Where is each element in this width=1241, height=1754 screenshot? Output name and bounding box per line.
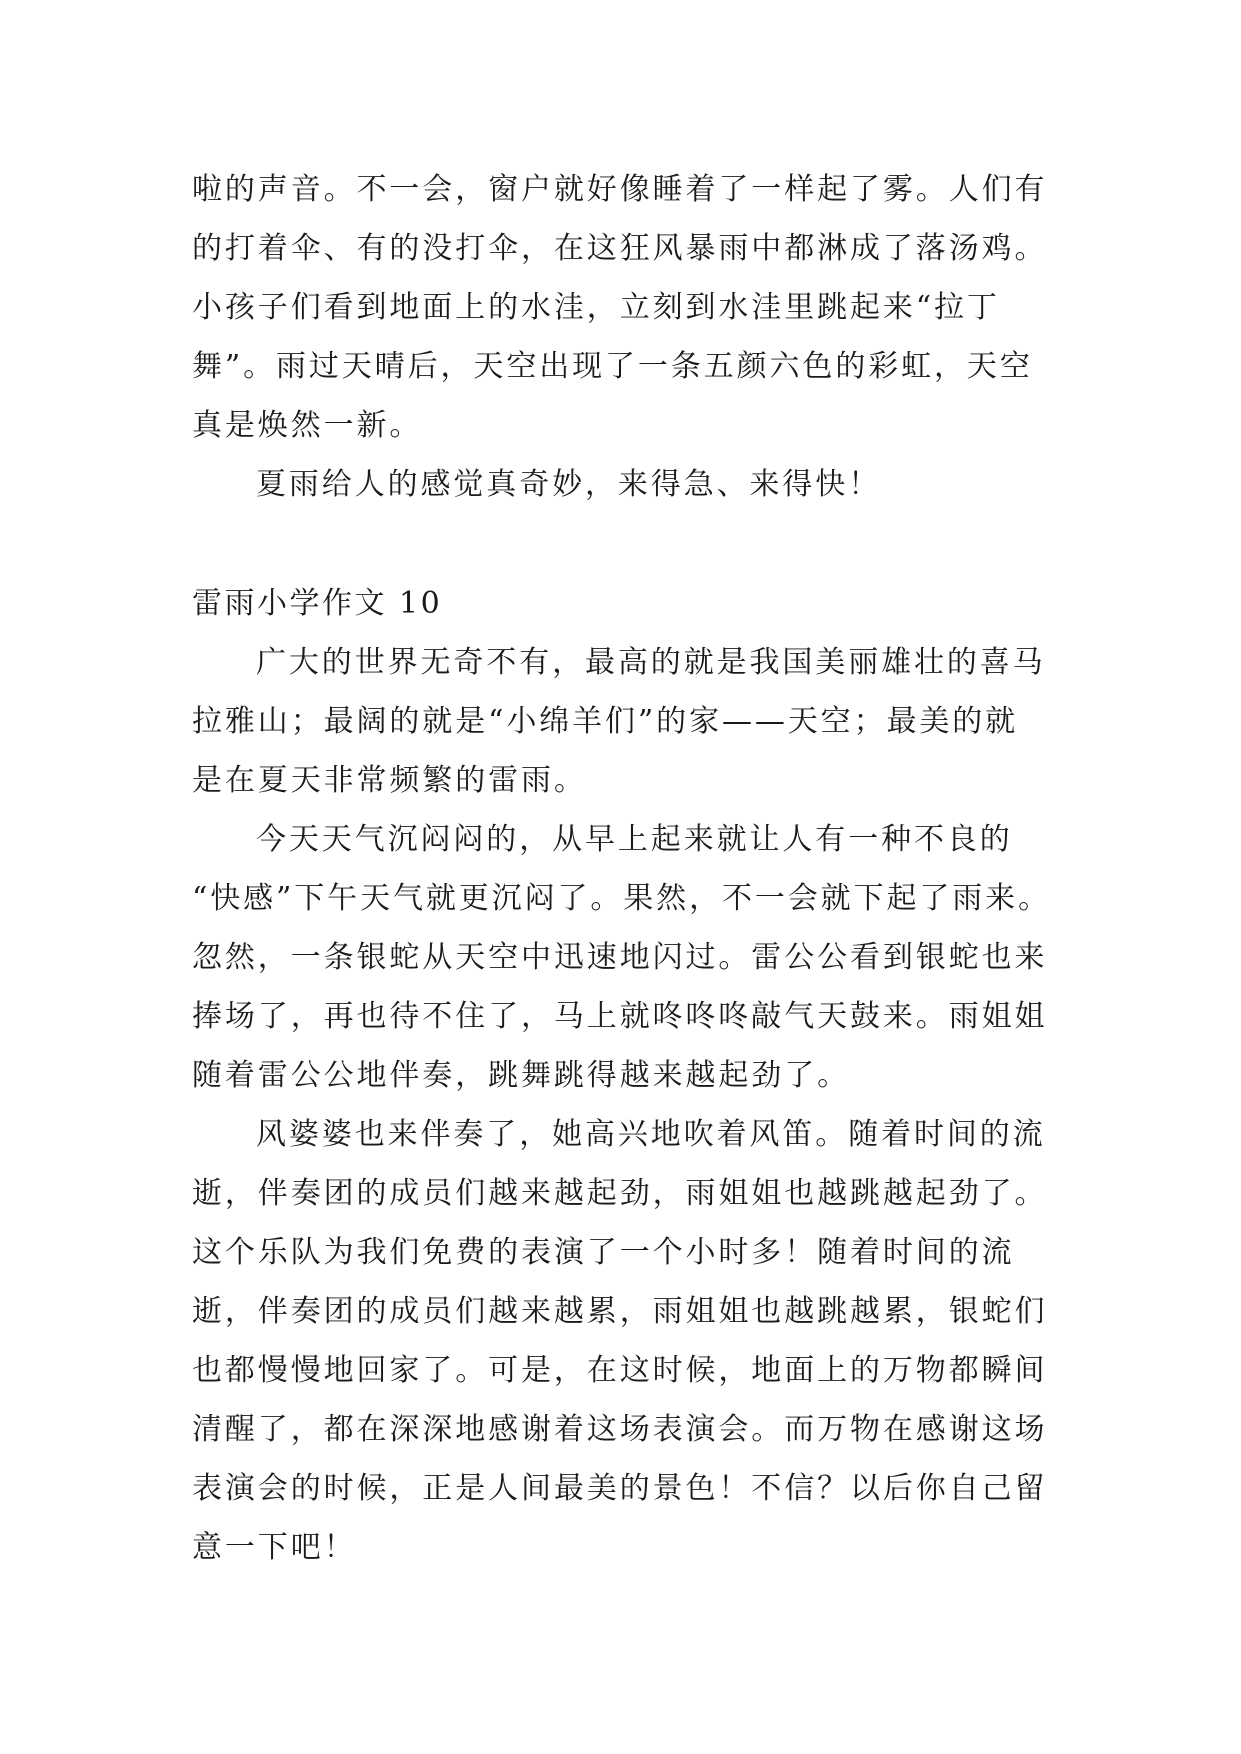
text-line: 捧场了，再也待不住了，马上就咚咚咚敲气天鼓来。雨姐姐 [192, 999, 1048, 1034]
paragraph-3 [192, 1105, 1072, 1577]
paragraph-1 [192, 633, 1072, 810]
text-line: 今天天气沉闷闷的，从早上起来就让人有一种不良的 [256, 822, 1013, 857]
text-line: 的打着伞、有的没打伞，在这狂风暴雨中都淋成了落汤鸡。 [192, 231, 1048, 266]
text-line: 逝，伴奏团的成员们越来越起劲，雨姐姐也越跳越起劲了。 [192, 1176, 1048, 1211]
text-line: 随着雷公公地伴奏，跳舞跳得越来越起劲了。 [192, 1058, 850, 1093]
text-line: 风婆婆也来伴奏了，她高兴地吹着风笛。随着时间的流 [256, 1117, 1046, 1152]
text-line: 真是焕然一新。 [192, 408, 423, 443]
text-line: 啦的声音。不一会，窗户就好像睡着了一样起了雾。人们有 [192, 172, 1048, 207]
text-line: 是在夏天非常频繁的雷雨。 [192, 763, 587, 798]
paragraph-2 [192, 810, 1072, 1105]
continuation-paragraph [192, 160, 1072, 455]
text-line: 拉雅山；最阔的就是“小绵羊们”的家——天空；最美的就 [192, 704, 1019, 739]
text-line: 忽然，一条银蛇从天空中迅速地闪过。雷公公看到银蛇也来 [192, 940, 1048, 975]
text-line: 小孩子们看到地面上的水洼，立刻到水洼里跳起来“拉丁 [192, 290, 1000, 325]
text-line: 逝，伴奏团的成员们越来越累，雨姐姐也越跳越累，银蛇们 [192, 1294, 1048, 1329]
text-line: 清醒了，都在深深地感谢着这场表演会。而万物在感谢这场 [192, 1412, 1048, 1447]
text-line: 意一下吧！ [192, 1530, 357, 1565]
text-line: 舞”。雨过天晴后，天空出现了一条五颜六色的彩虹，天空 [192, 349, 1033, 384]
text-line: “快感”下午天气就更沉闷了。果然，不一会就下起了雨来。 [192, 881, 1051, 916]
text-line: 夏雨给人的感觉真奇妙，来得急、来得快！ [256, 467, 882, 502]
text-line: 这个乐队为我们免费的表演了一个小时多！随着时间的流 [192, 1235, 1015, 1270]
section-spacer [192, 514, 1072, 574]
text-line: 广大的世界无奇不有，最高的就是我国美丽雄壮的喜马 [256, 645, 1046, 680]
closing-paragraph [192, 455, 1072, 514]
text-line: 也都慢慢地回家了。可是，在这时候，地面上的万物都瞬间 [192, 1353, 1048, 1388]
document-body [192, 160, 1072, 1577]
essay-title [192, 574, 1072, 633]
text-line: 表演会的时候，正是人间最美的景色！不信？以后你自己留 [192, 1471, 1048, 1506]
essay-title-text: 雷雨小学作文 10 [192, 586, 443, 621]
